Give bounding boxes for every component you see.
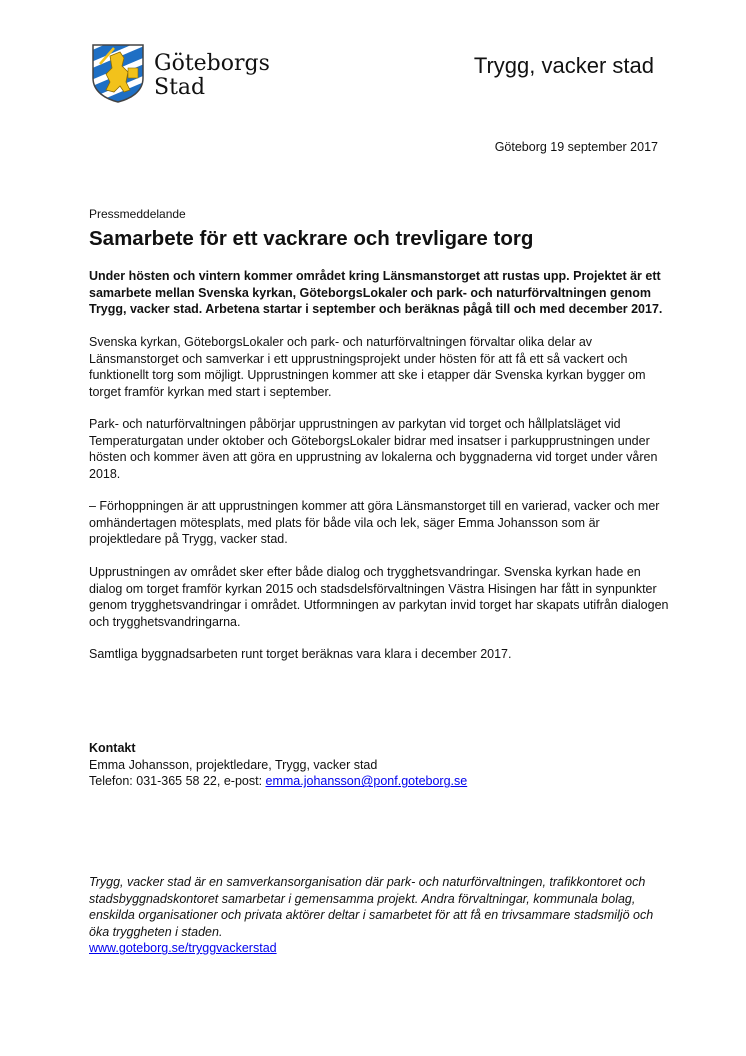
contact-email-link[interactable]: emma.johansson@ponf.goteborg.se — [265, 774, 468, 789]
body-paragraph-4: Samtliga byggnadsarbeten runt torget beräknas vara klara i december 2017. — [89, 647, 512, 661]
contact-phone-line — [89, 773, 669, 790]
contact-phone: Telefon: 031-365 58 22, e-post: — [89, 774, 266, 789]
document-date: Göteborg 19 september 2017 — [494, 140, 658, 154]
contact-name: Emma Johansson, projektledare, Trygg, vacker stad — [89, 757, 378, 772]
contact-section — [89, 740, 669, 790]
goteborgs-stad-logo — [90, 42, 315, 110]
body-paragraph-2: Park- och naturförvaltningen påbörjar upprustningen av parkytan vid torget och hållplatsläget vid Temperaturgatan under oktober och GöteborgsLokaler bidrar med insatser i parkupprustningen under hösten och kommer även att göra en upprustning av lokalerna och byggnaderna vid torget under våren 2018. — [89, 417, 658, 481]
document-title: Samarbete för ett vackrare och trevligare torg — [89, 227, 534, 250]
body-paragraph-1: Svenska kyrkan, GöteborgsLokaler och park- och naturförvaltningen förvaltar olika delar av Länsmanstorget och samverkar i ett upprustningsprojekt under hösten för att få ett så vackert och funktionellt torg som möjligt. Upprustningen kommer att ske i etapper där Svenska kyrkan bygger om torget framför kyrkan med start i september. — [89, 335, 646, 399]
contact-heading: Kontakt — [89, 741, 136, 755]
footer-text: Trygg, vacker stad är en samverkansorganisation där park- och naturförvaltningen, trafikkontoret och stadsbyggnadskontoret samarbetar i gemensamma projekt. Andra förvaltningar, kommunala bolag, enskilda organisationer och privata aktörer deltar i samarbetet för att få en trivsammare stadsmiljö och öka tryggheten i staden. — [89, 875, 654, 939]
coat-of-arms-lion-icon — [90, 42, 146, 104]
tagline: Trygg, vacker stad — [473, 53, 654, 78]
lead-paragraph: Under hösten och vintern kommer området kring Länsmanstorget att rustas upp. Projektet är ett samarbete mellan Svenska kyrkan, GöteborgsLokaler och park- och naturförvaltningen genom Trygg, vacker stad. Arbetena startar i september och beräknas pågå till och med december 2017. — [89, 269, 663, 317]
quote-paragraph: – Förhoppningen är att upprustningen kommer att göra Länsmanstorget till en varierad, vacker och mer omhändertagen mötesplats, med plats för både vila och lek, säger Emma Johansson som är projektledare på Trygg, vacker stad. — [89, 499, 660, 547]
logo-line-2: Stad — [154, 75, 206, 100]
footer-section — [89, 874, 669, 957]
logo-line-1: Göteborgs — [154, 51, 270, 76]
body-paragraph-3: Upprustningen av området sker efter både dialog och trygghetsvandringar. Svenska kyrkan hade en dialog om torget framför kyrkan 2015 och stadsdelsförvaltningen Västra Hisingen har fått in synpunkter genom trygghetsvandringar i området. Utformningen av parkytan invid torget har skapats utifrån dialogen och trygghetsvandringarna. — [89, 565, 669, 629]
footer-website-link[interactable]: www.goteborg.se/tryggvackerstad — [89, 941, 277, 956]
document-type-label: Pressmeddelande — [89, 207, 186, 221]
